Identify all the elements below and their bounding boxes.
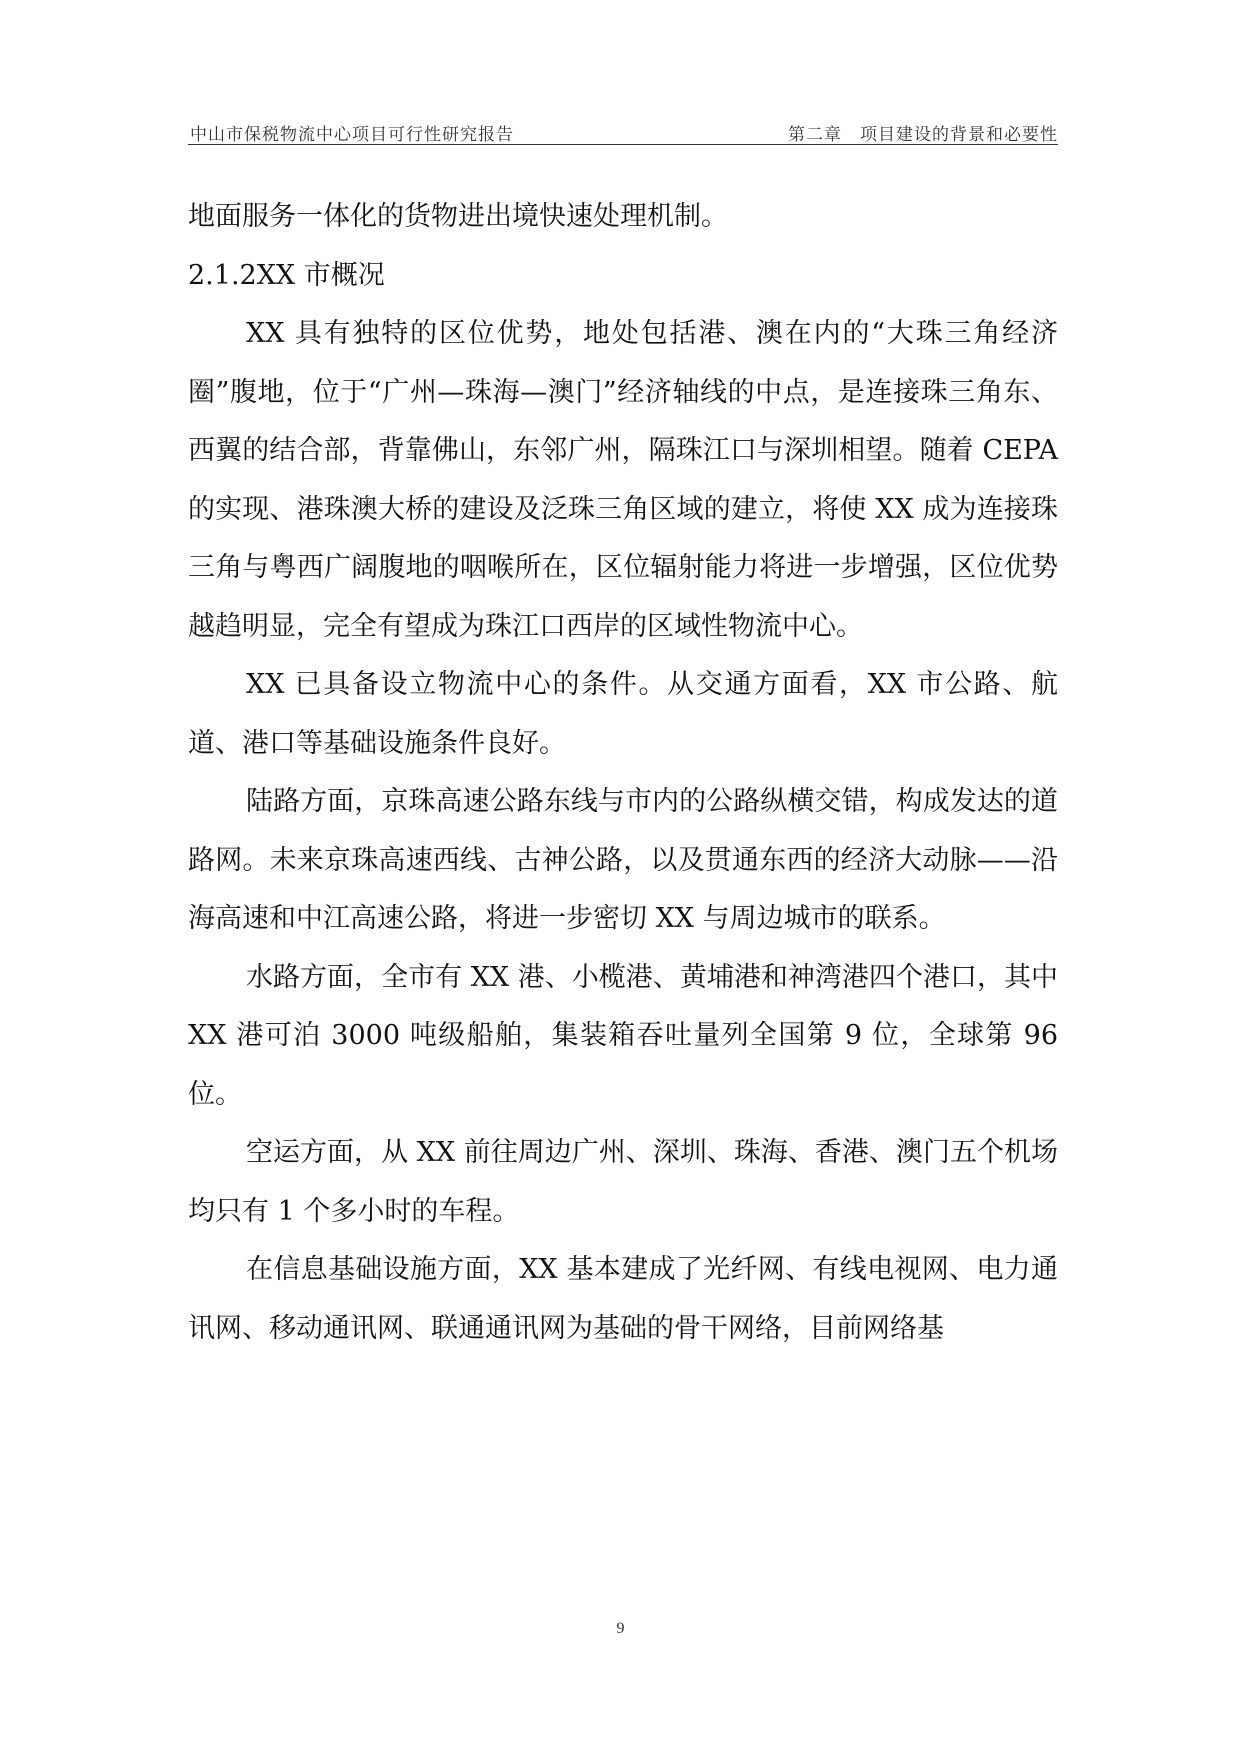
running-header bbox=[188, 118, 1058, 146]
paragraph-continuation: 地面服务一体化的货物进出境快速处理机制。 bbox=[188, 201, 728, 232]
paragraph-air: 空运方面，从 XX 前往周边广州、深圳、珠海、香港、澳门五个机场均只有 1 个多小时的车程。 bbox=[188, 1137, 1058, 1227]
section-heading: 2.1.2XX 市概况 bbox=[188, 259, 385, 291]
paragraph-location-advantage: XX 具有独特的区位优势，地处包括港、澳在内的“大珠三角经济圈”腹地，位于“广州—珠海—澳门”经济轴线的中点，是连接珠三角东、西翼的结合部，背靠佛山，东邻广州，隔珠江口与深圳相望。随着 CEPA 的实现、港珠澳大桥的建设及泛珠三角区域的建立，将使 XX 成为连接珠三角与粤西广阔腹地的咽喉所在，区位辐射能力将进一步增强，区位优势越趋明显，完全有望成为珠江口西岸的区域性物流中心。 bbox=[188, 318, 1058, 642]
paragraph-information: 在信息基础设施方面，XX 基本建成了光纤网、有线电视网、电力通讯网、移动通讯网、联通通讯网为基础的骨干网络，目前网络基 bbox=[188, 1254, 1058, 1344]
header-divider bbox=[188, 144, 1058, 145]
body-text bbox=[188, 188, 1058, 1358]
page-number: 9 bbox=[616, 1620, 625, 1637]
paragraph-water: 水路方面，全市有 XX 港、小榄港、黄埔港和神湾港四个港口，其中 XX 港可泊 3000 吨级船舶，集装箱吞吐量列全国第 9 位，全球第 96 位。 bbox=[188, 961, 1058, 1110]
header-report-title: 中山市保税物流中心项目可行性研究报告 bbox=[190, 125, 514, 145]
paragraph-conditions: XX 已具备设立物流中心的条件。从交通方面看，XX 市公路、航道、港口等基础设施条件良好。 bbox=[188, 669, 1058, 759]
header-chapter-title: 第二章 项目建设的背景和必要性 bbox=[788, 125, 1058, 145]
paragraph-road: 陆路方面，京珠高速公路东线与市内的公路纵横交错，构成发达的道路网。未来京珠高速西线、古神公路，以及贯通东西的经济大动脉——沿海高速和中江高速公路，将进一步密切 XX 与周边城市的联系。 bbox=[188, 786, 1058, 934]
